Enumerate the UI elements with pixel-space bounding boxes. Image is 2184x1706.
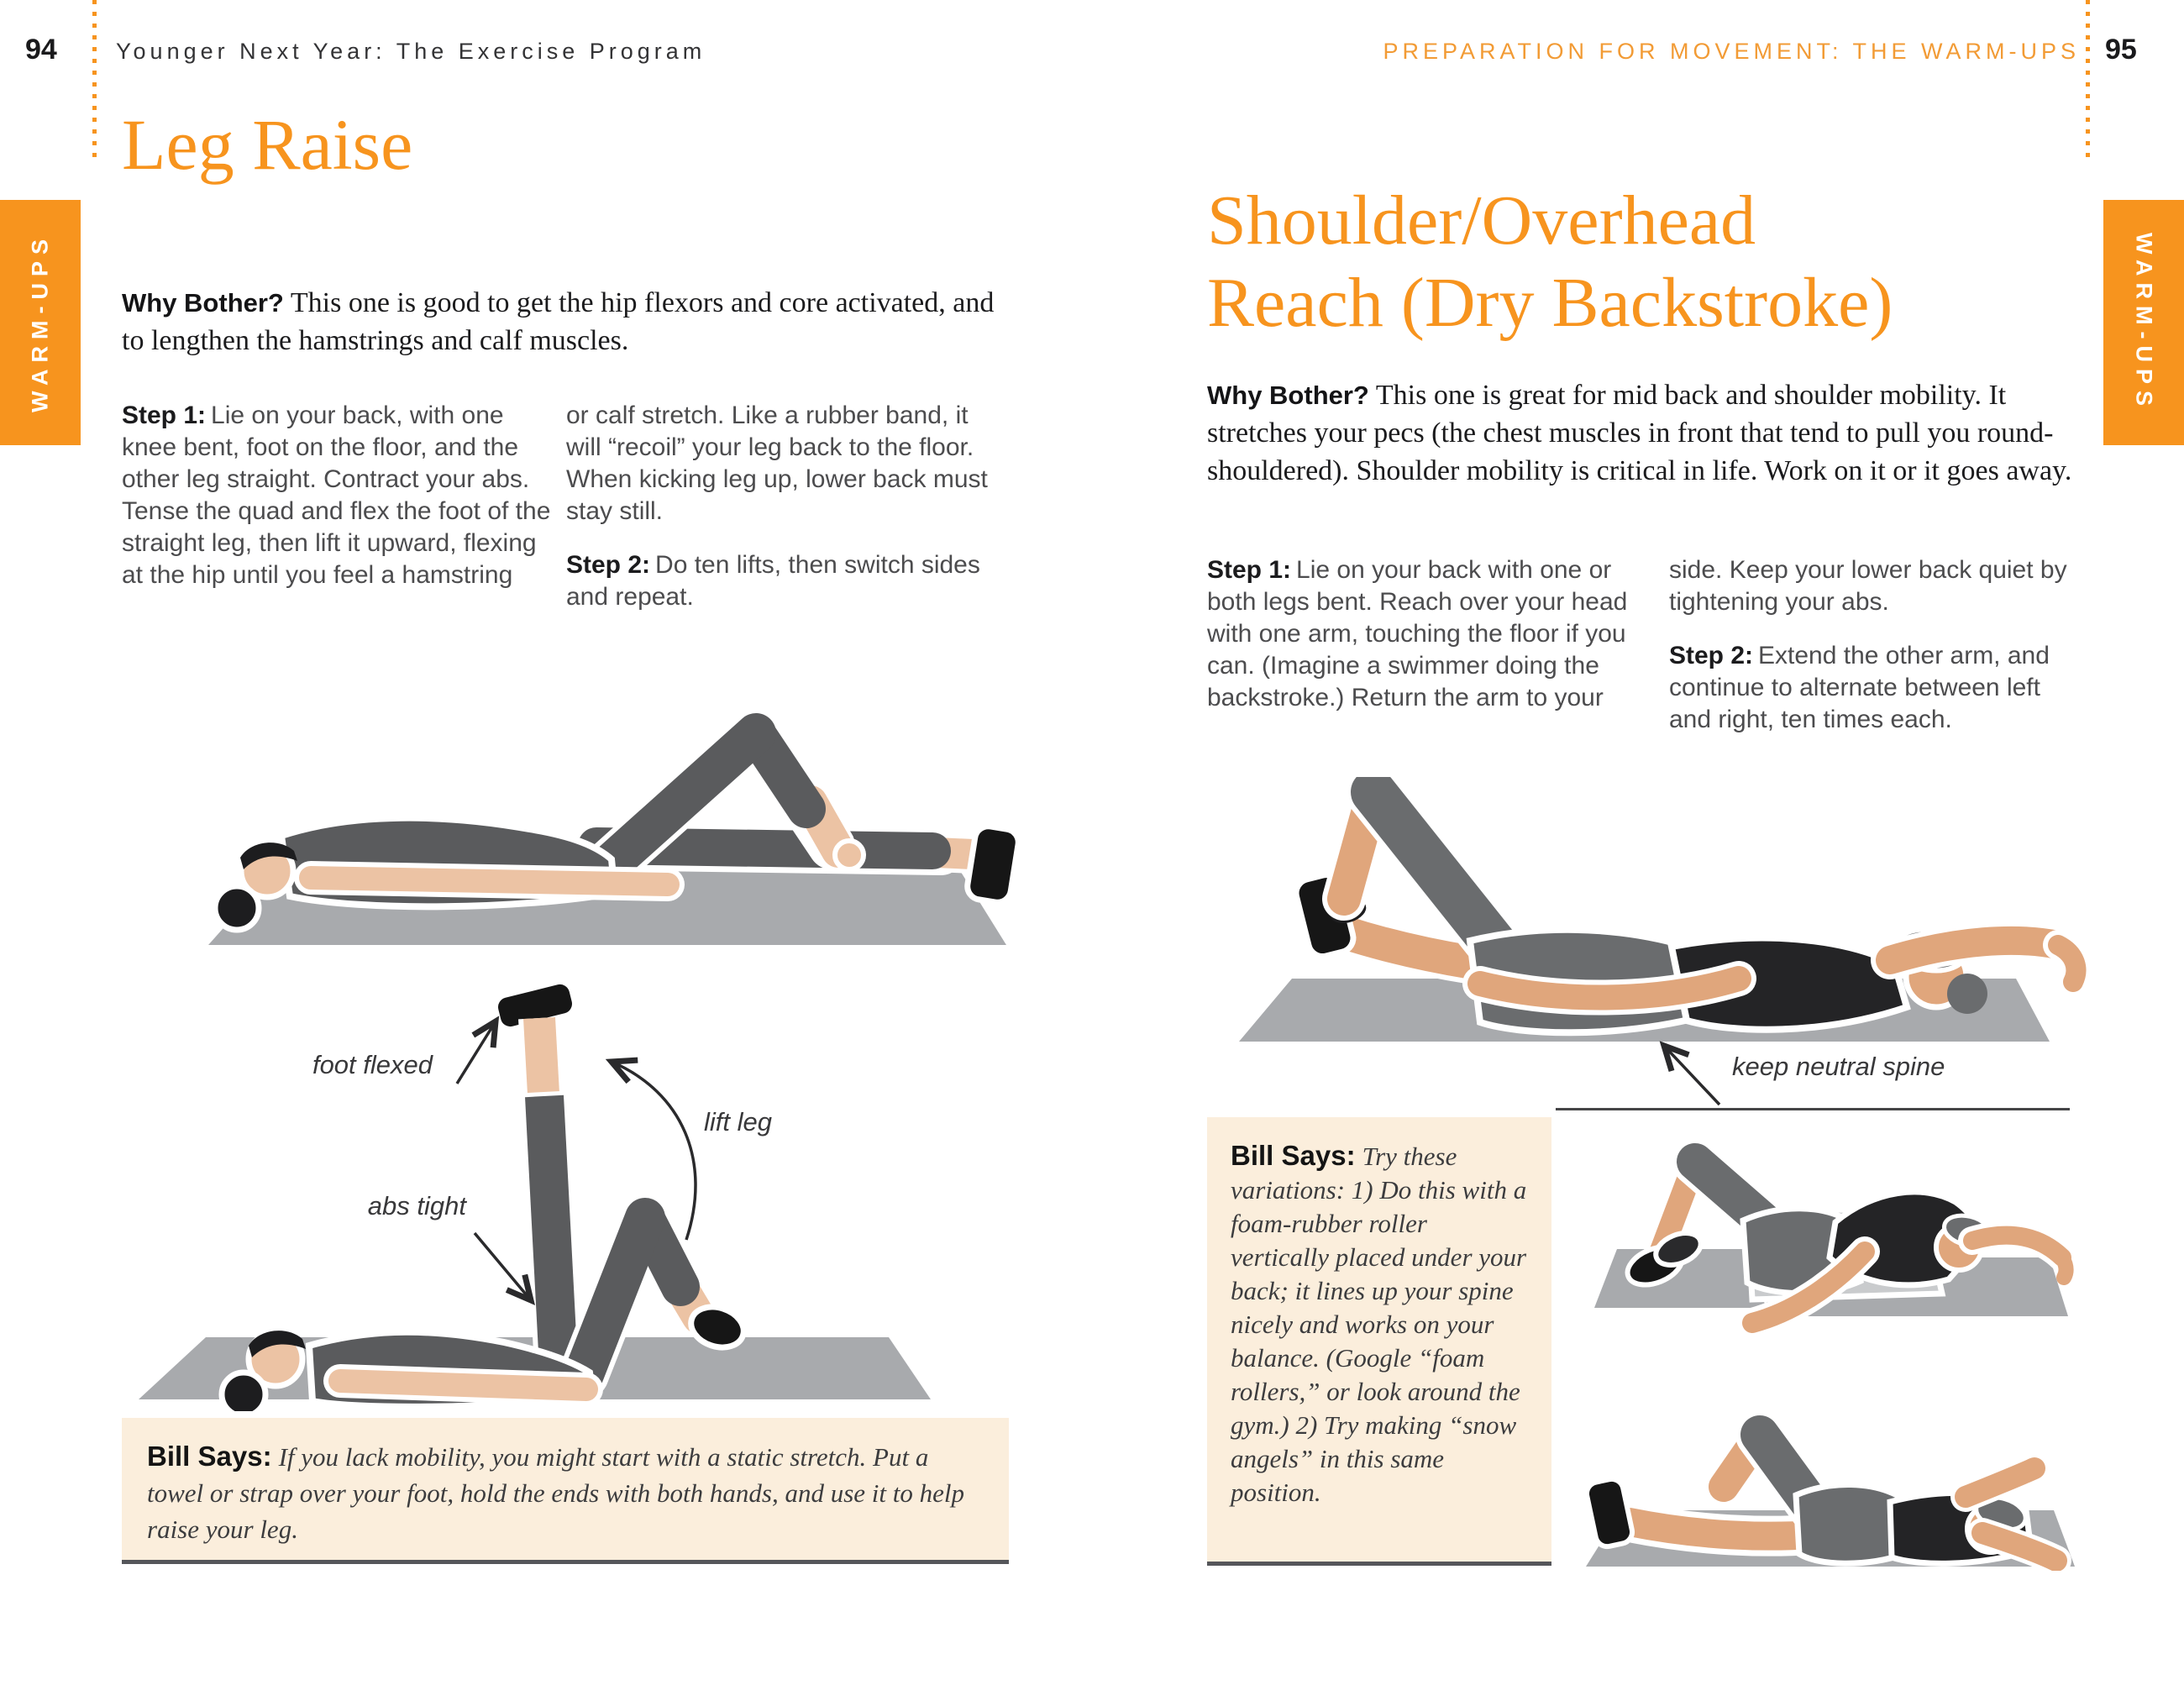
annotation-keep-neutral-spine: keep neutral spine <box>1732 1052 1945 1081</box>
neutral-spine-arrow-icon <box>1651 1036 1730 1111</box>
why-bother-paragraph <box>1207 376 2106 490</box>
annotation-abs-tight: abs tight <box>367 1191 466 1220</box>
step-column-left-1 <box>122 400 552 591</box>
page-number-right: 95 <box>2105 34 2137 66</box>
foam-roller-variation-illustration <box>1571 1121 2083 1336</box>
title-line-1: Shoulder/Overhead <box>1207 181 1756 260</box>
bill-says-text: If you lack mobility, you might start with a static stretch. Put a towel or strap over your foot, hold the ends with both hands, and use it to help raise your leg. <box>147 1442 965 1544</box>
why-bother-paragraph <box>122 284 1021 360</box>
why-bother-label: Why Bother? <box>1207 381 1369 410</box>
figure-snow-angels <box>1571 1361 2083 1571</box>
warmups-tab-label: WARM-UPS <box>2131 233 2157 412</box>
why-bother-text: This one is good to get the hip flexors and core activated, and to lengthen the hamstrings and calf muscles. <box>122 287 995 356</box>
figure-foam-roller-bridge <box>1571 1121 2083 1336</box>
exercise-title-leg-raise: Leg Raise <box>122 104 413 185</box>
snow-angels-variation-illustration <box>1571 1361 2083 1571</box>
leg-raise-lift-illustration <box>101 966 966 1411</box>
annotation-lift-leg: lift leg <box>704 1107 772 1136</box>
dotted-divider-left <box>92 0 97 165</box>
shoe <box>965 824 1020 904</box>
running-head-right: PREPARATION FOR MOVEMENT: THE WARM-UPS <box>1383 39 2080 64</box>
step2-label: Step 2: <box>1669 642 1754 669</box>
step1-text: Lie on your back with one or both legs bent. Reach over your head with one arm, touching the floor if you can. (Imagine a swimmer doing the backstroke.) Return the arm to your <box>1207 556 1628 711</box>
step1-continued-text: side. Keep your lower back quiet by tightening your abs. <box>1669 556 2067 616</box>
figure-leg-raised <box>101 966 966 1411</box>
step1-continued-text: or calf stretch. Like a rubber band, it will “recoil” your leg back to the floor. When kicking leg up, lower back must stay still. <box>566 402 988 525</box>
step-column-right-1 <box>1207 554 1651 714</box>
dotted-divider-right <box>2086 0 2090 165</box>
bill-says-label: Bill Says: <box>1231 1140 1356 1171</box>
step2-text: Do ten lifts, then switch sides and repeat. <box>566 551 980 611</box>
foot-flexed-arrow-icon <box>457 1021 496 1084</box>
warmups-tab-label: WARM-UPS <box>27 233 53 412</box>
step1-text: Lie on your back, with one knee bent, foot on the floor, and the other leg straight. Contract your abs. Tense the quad and flex the foot of the straight leg, then lift it upward, flexing at the hip until you feel a hamstring <box>122 402 551 589</box>
bill-says-box-left <box>122 1418 1009 1564</box>
warmups-tab-left <box>0 200 81 445</box>
hair-bun <box>215 886 259 930</box>
step-column-right-2 <box>1669 554 2089 736</box>
bill-says-text: Try these variations: 1) Do this with a foam-rubber roller vertically placed under your back; it lines up your spine nicely and works on your balance. (Google “foam rollers,” or look around the gym.) 2) Try making “snow angels” in this same position. <box>1231 1142 1527 1507</box>
abs-tight-arrow-icon <box>475 1233 531 1300</box>
hand <box>835 841 864 869</box>
step2-label: Step 2: <box>566 551 651 579</box>
why-bother-text: This one is great for mid back and shoulder mobility. It stretches your pecs (the chest muscles in front that tend to pull you round-shouldered). Shoulder mobility is critical in life. Work on it or it goes away. <box>1207 380 2072 486</box>
exercise-title-shoulder-reach <box>1207 180 1893 344</box>
why-bother-label: Why Bother? <box>122 288 284 318</box>
step1-label: Step 1: <box>1207 556 1292 584</box>
leg-raise-start-illustration <box>193 668 1025 953</box>
figure-overhead-reach <box>1218 777 2108 1054</box>
running-head-left: Younger Next Year: The Exercise Program <box>116 39 706 64</box>
page-number-left: 94 <box>25 34 57 66</box>
hair-bun <box>222 1373 265 1411</box>
step-column-left-2 <box>566 400 988 613</box>
annotation-foot-flexed: foot flexed <box>312 1050 433 1079</box>
step2-text: Extend the other arm, and continue to alternate between left and right, ten times each. <box>1669 642 2050 733</box>
title-line-2: Reach (Dry Backstroke) <box>1207 264 1893 342</box>
figure-lying-knee-bent <box>193 668 1025 953</box>
hand <box>2062 1257 2066 1278</box>
bill-says-label: Bill Says: <box>147 1441 272 1472</box>
shoe <box>1584 1477 1634 1548</box>
step1-label: Step 1: <box>122 402 207 429</box>
bill-says-box-right <box>1207 1117 1551 1566</box>
section-rule <box>1556 1108 2070 1110</box>
shoulder-reach-illustration <box>1218 777 2108 1054</box>
warmups-tab-right <box>2103 200 2184 445</box>
